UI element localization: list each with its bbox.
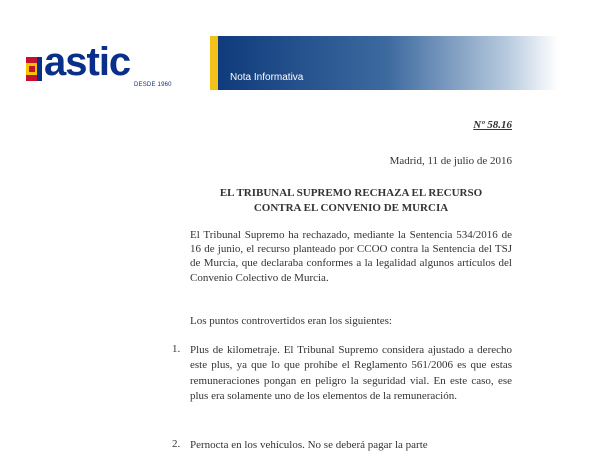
headline-line-1: EL TRIBUNAL SUPREMO RECHAZA EL RECURSO xyxy=(219,187,483,199)
list-item: Pernocta en los vehículos. No se deberá pagar la parte xyxy=(190,439,428,451)
logo-wordmark: astic xyxy=(44,40,131,84)
astic-logo xyxy=(26,40,176,92)
points-intro: Los puntos controvertidos eran los siguientes: xyxy=(190,315,392,327)
banner-title: Nota Informativa xyxy=(230,72,304,83)
list-item-number: 2. xyxy=(172,438,181,450)
intro-paragraph: El Tribunal Supremo ha rechazado, mediante la Sentencia 534/2016 de 16 de junio, el recurso planteado por CCOO contra la Sentencia del TSJ de Murcia, que declaraba conformes a la legalidad algunos artículos del Convenio Colectivo de Murcia. xyxy=(190,229,512,284)
list-item-number: 1. xyxy=(172,343,181,355)
document-date: Madrid, 11 de julio de 2016 xyxy=(389,155,512,167)
headline-line-2: CONTRA EL CONVENIO DE MURCIA xyxy=(253,202,449,214)
spain-flag-icon xyxy=(26,57,42,81)
header-banner xyxy=(218,36,558,90)
banner-accent-bar xyxy=(210,36,218,90)
document-number: Nº 58.16 xyxy=(473,119,512,131)
list-item: Plus de kilometraje. El Tribunal Supremo considera ajustado a derecho este plus, ya que lo que prohíbe el Reglamento 561/2006 es que estas remuneraciones pongan en peligro la seguridad vial. En este caso, ese plus era solamente uno de los elementos de la remuneración. xyxy=(190,344,512,403)
logo-since: DESDE 1960 xyxy=(134,82,172,88)
